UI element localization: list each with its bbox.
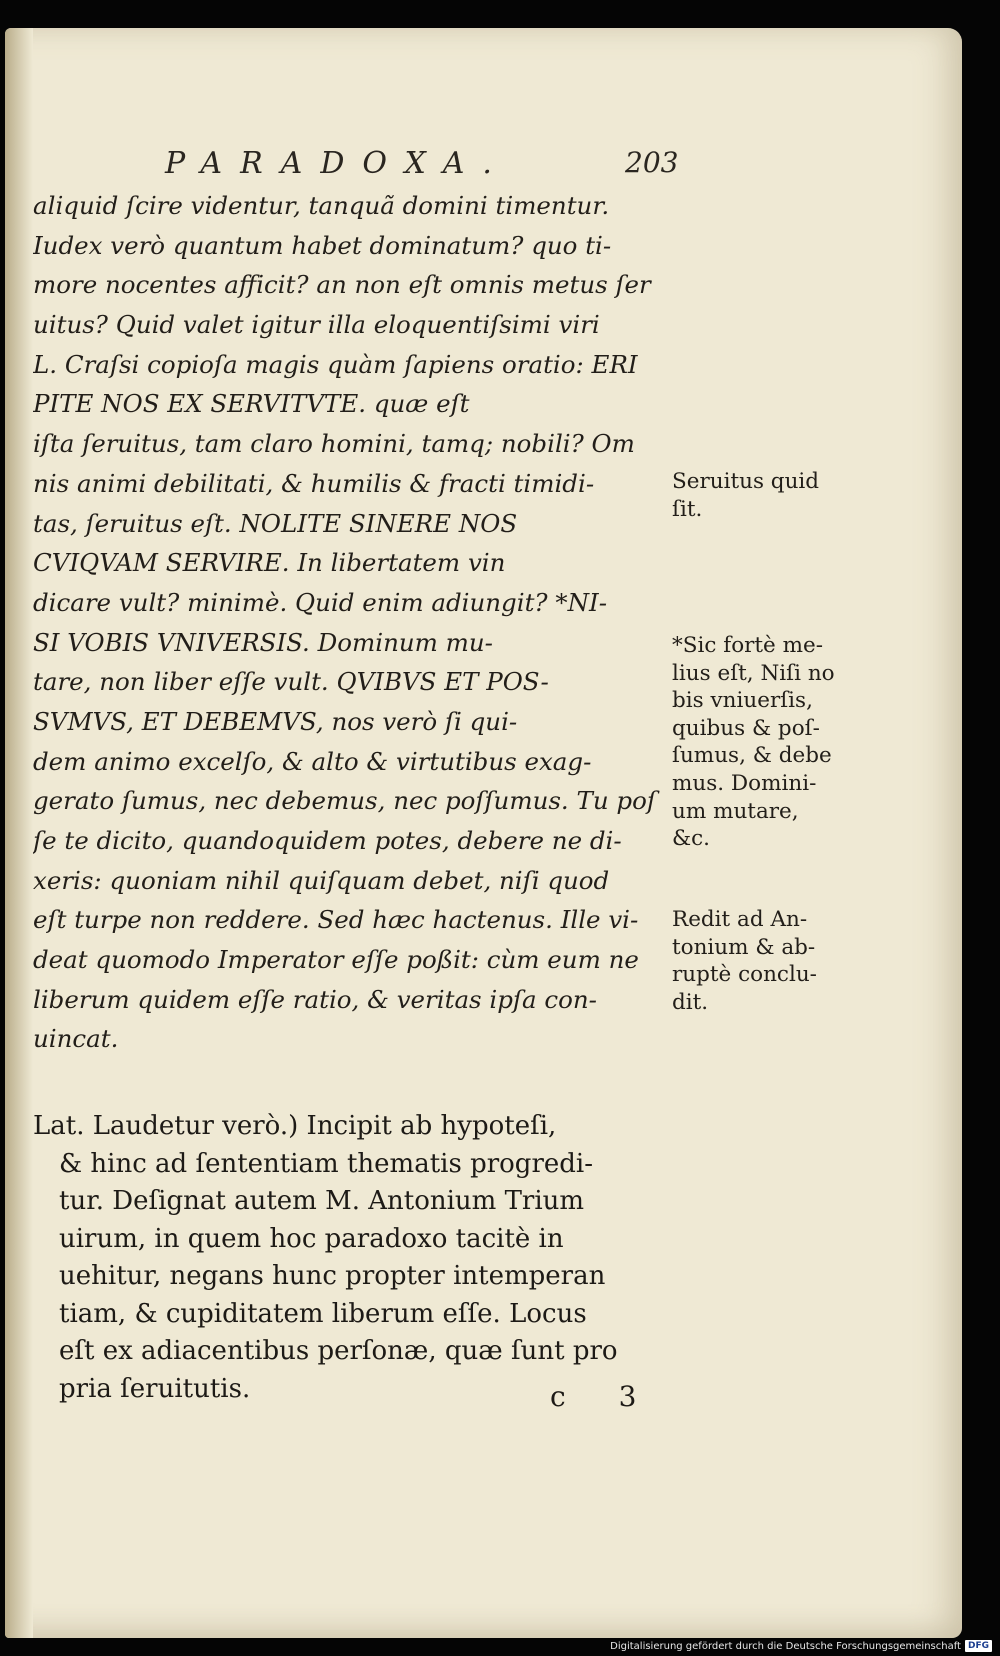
text-line: tare, non liber eſſe vult. QVIBVS ET POS-: [33, 667, 549, 697]
margin-note-redit: [672, 906, 872, 1016]
commentary-line: & hinc ad ſententiam thematis progredi-: [59, 1148, 594, 1179]
footer-credit: [610, 1640, 992, 1652]
text-line: nis animi debilitati, & humilis & fracti timidi-: [33, 468, 595, 498]
page-number: 203: [625, 146, 679, 179]
text-line: ſe te dicito, quandoquidem potes, debere ne di-: [33, 826, 622, 855]
text-line: SVMVS, ET DEBEMVS, nos verò ſi qui-: [33, 706, 518, 736]
margin-note-line: um mutare,: [672, 798, 799, 824]
margin-note-servitus: [672, 468, 872, 523]
margin-note-line: Redit ad An-: [672, 907, 808, 932]
commentary-line: tur. Deſignat autem M. Antonium Trium: [59, 1186, 585, 1216]
text-line: Iudex verò quantum habet dominatum? quo ti-: [33, 230, 612, 260]
text-line: deat quomodo Imperator eſſe poßit: cùm eum ne: [33, 945, 639, 975]
text-line: xeris: quoniam nihil quiſquam debet, niſi quod: [33, 865, 610, 895]
margin-note-line: Seruitus quid: [672, 469, 820, 494]
margin-note-emendation: [672, 632, 872, 853]
margin-note-line: lius eſt, Niſi no: [672, 660, 835, 686]
margin-note-line: *Sic fortè me-: [672, 633, 823, 658]
text-line: gerato ſumus, nec debemus, nec poſſumus. Tu poſ: [33, 786, 656, 816]
text-line: dicare vult? minimè. Quid enim adiungit? *NI-: [33, 587, 607, 617]
text-line: tas, ſeruitus eſt. NOLITE SINERE NOS: [33, 508, 518, 538]
text-line: eſt turpe non reddere. Sed hæc hactenus. Ille vi-: [33, 905, 639, 935]
dfg-logo-icon: DFG: [965, 1640, 992, 1652]
text-line: uincat.: [33, 1024, 119, 1054]
commentary-line: uehitur, negans hunc propter intemperan: [59, 1261, 606, 1291]
text-line: iſta ſeruitus, tam claro homini, tamq; nobili? Om: [33, 429, 635, 459]
text-line: PITE NOS EX SERVITVTE. quæ eſt: [33, 389, 470, 419]
text-line: dem animo excelſo, & alto & virtutibus exag-: [33, 746, 592, 776]
margin-note-line: bis vniuerſis,: [672, 688, 813, 714]
text-line: SI VOBIS VNIVERSIS. Dominum mu-: [33, 627, 493, 657]
text-line: more nocentes afficit? an non eſt omnis metus ſer: [33, 270, 651, 300]
commentary-block: [33, 1108, 683, 1408]
book-page: [5, 28, 962, 1638]
margin-note-line: tonium & ab-: [672, 934, 816, 960]
margin-note-line: quibus & poſ-: [672, 715, 820, 741]
commentary-line: tiam, & cupiditatem liberum eſſe. Locus: [59, 1298, 587, 1329]
text-line: aliquid ſcire videntur, tanquã domini timentur.: [33, 191, 610, 220]
commentary-line: eſt ex adiacentibus perſonæ, quæ ſunt pro: [59, 1336, 618, 1366]
margin-note-line: ruptè conclu-: [672, 962, 817, 988]
page-gutter-shadow: [5, 28, 33, 1638]
margin-note-line: ſumus, & debe: [672, 743, 832, 769]
margin-note-line: ſit.: [672, 496, 703, 522]
main-text: [33, 186, 673, 1059]
margin-note-line: &c.: [672, 826, 711, 852]
commentary-line: Lat. Laudetur verò.) Incipit ab hypoteſi,: [33, 1111, 557, 1141]
text-line: uitus? Quid valet igitur illa eloquentiſsimi viri: [33, 310, 600, 340]
text-line: CVIQVAM SERVIRE. In libertatem vin: [33, 548, 506, 578]
footer-credit-text: Digitalisierung gefördert durch die Deutsche Forschungsgemeinschaft: [610, 1640, 961, 1652]
commentary-line: pria ſeruitutis.: [59, 1373, 251, 1404]
margin-note-line: mus. Domini-: [672, 770, 817, 796]
commentary-line: uirum, in quem hoc paradoxo tacitè in: [59, 1223, 564, 1254]
text-line: liberum quidem eſſe ratio, & veritas ipſa con-: [33, 984, 597, 1014]
running-head: PARADOXA.: [165, 146, 510, 181]
text-line: L. Craſsi copioſa magis quàm ſapiens oratio: ERI: [33, 349, 638, 379]
signature-mark: c 3: [550, 1380, 659, 1413]
margin-note-line: dit.: [672, 989, 709, 1015]
